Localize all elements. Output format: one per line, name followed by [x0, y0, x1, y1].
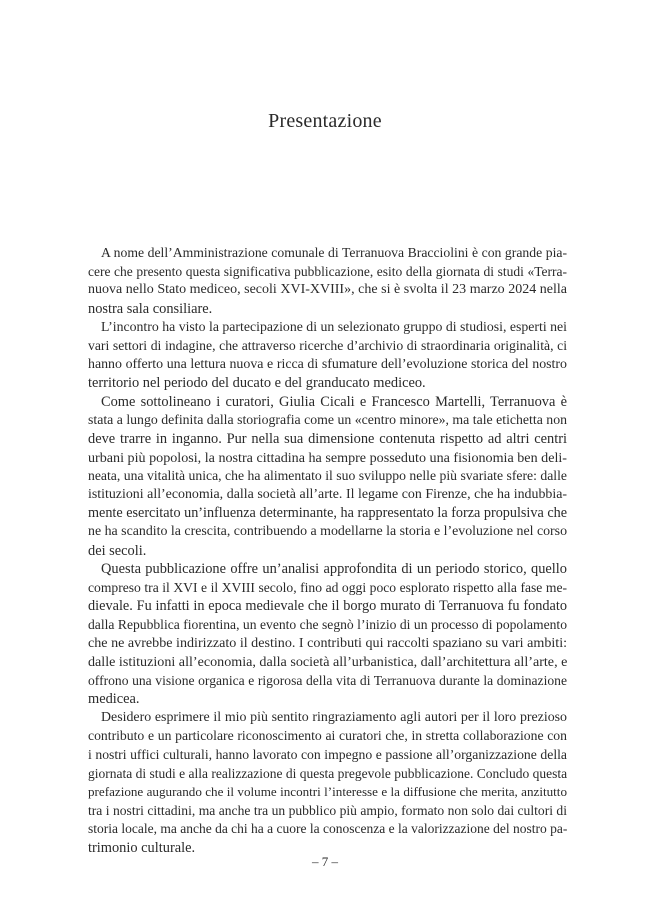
paragraph — [88, 560, 567, 709]
text-line: Desidero esprimere il mio più sentito ringraziamento agli autori per il loro prezioso — [101, 709, 567, 725]
text-line: cere che presento questa significativa pubblicazione, esito della giornata di studi «Terra- — [88, 263, 567, 279]
text-line: neata, una vitalità unica, che ha alimentato il suo sviluppo nelle più svariate sfere: dalle — [88, 468, 567, 484]
text-line: Come sottolineano i curatori, Giulia Cicali e Francesco Martelli, Terranuova è — [101, 393, 567, 410]
text-line: deve trarre in inganno. Pur nella sua dimensione contenuta rispetto ad altri centri — [88, 430, 567, 447]
text-line: che ne avrebbe indirizzato il destino. I contributi qui raccolti spaziano su vari ambiti: — [88, 635, 568, 652]
text-line: ne ha scandito la crescita, contribuendo a modellarne la storia e l’evoluzione nel corso — [88, 523, 568, 539]
text-line: Questa pubblicazione offre un’analisi approfondita di un periodo storico, quello — [101, 561, 567, 578]
text-line: territorio nel periodo del ducato e del granducato mediceo. — [88, 375, 426, 392]
page-number: – 7 – — [312, 854, 338, 869]
text-line: dalle istituzioni all’economia, dalla società all’urbanistica, dall’architettura all’arte, e — [88, 654, 568, 671]
text-line: tra i nostri cittadini, ma anche tra un pubblico più ampio, formato non solo dai cultori di — [88, 802, 567, 818]
text-line: L’incontro ha visto la partecipazione di un selezionato gruppo di studiosi, esperti nei — [101, 319, 567, 335]
text-line: dievale. Fu infatti in epoca medievale che il borgo murato di Terranuova fu fondato — [88, 598, 567, 615]
text-line: medicea. — [88, 691, 140, 708]
text-line: compreso tra il XVI e il XVIII secolo, fino ad oggi poco esplorato rispetto alla fase me- — [88, 579, 567, 595]
paragraph — [88, 709, 567, 858]
paragraph — [88, 244, 567, 318]
text-line: giornata di studi e alla realizzazione di questa pregevole pubblicazione. Concludo questa — [88, 765, 568, 781]
text-line: A nome dell’Amministrazione comunale di Terranuova Bracciolini è con grande pia- — [101, 245, 567, 260]
text-line: stata a lungo definita dalla storiografia come un «centro minore», ma tale etichetta non — [88, 412, 567, 428]
text-line: contributo e un particolare riconoscimento ai curatori che, in stretta collaborazione con — [88, 728, 567, 744]
text-line: prefazione augurando che il volume incontri l’interesse e la diffusione che merita, anzitutto — [88, 784, 567, 800]
text-line: storia locale, ma anche da chi ha a cuore la conoscenza e la valorizzazione del nostro pa- — [88, 821, 568, 837]
text-line: vari settori di indagine, che attraverso ricerche d’archivio di straordinaria originalità, ci — [88, 337, 567, 353]
paragraph — [88, 393, 567, 560]
text-line: dei secoli. — [88, 542, 147, 559]
text-line: dalla Repubblica fiorentina, un evento che segnò l’inizio di un processo di popolamento — [88, 616, 567, 632]
text-line: nuova nello Stato mediceo, secoli XVI-XVIII», che si è svolta il 23 marzo 2024 nella — [88, 282, 567, 298]
text-line: offrono una visione organica e rigorosa della vita di Terranuova durante la dominazione — [88, 672, 567, 688]
text-line: urbani più popolosi, la nostra cittadina ha sempre posseduto una fisionomia ben deli- — [88, 449, 567, 466]
page-title: Presentazione — [268, 110, 382, 132]
text-line: hanno offerto una lettura nuova e ricca di sfumature dell’evoluzione storica del nostro — [88, 356, 567, 372]
text-line: istituzioni all’economia, dalla società all’arte. Il legame con Firenze, che ha indubbia- — [88, 486, 567, 502]
text-line: mente esercitato un’influenza determinante, ha rappresentato la forza propulsiva che — [88, 505, 568, 522]
body-text — [88, 244, 567, 858]
text-line: nostra sala consiliare. — [88, 300, 213, 317]
paragraph — [88, 318, 567, 392]
text-line: trimonio culturale. — [88, 840, 196, 856]
text-line: i nostri uffici culturali, hanno lavorato con impegno e passione all’organizzazione della — [88, 747, 567, 763]
